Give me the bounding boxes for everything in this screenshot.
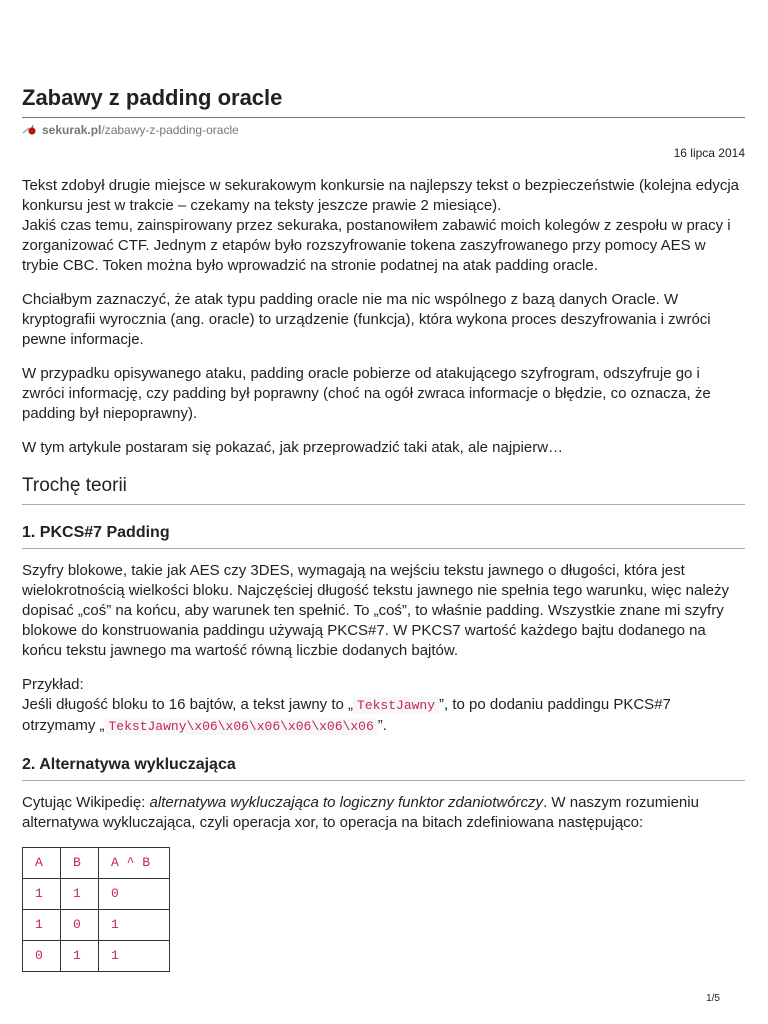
table-cell: 1 <box>23 910 61 941</box>
table-header-cell: B <box>61 848 99 879</box>
table-row <box>23 910 170 941</box>
table-cell: 1 <box>23 879 61 910</box>
table-row <box>23 941 170 972</box>
article-title: Zabawy z padding oracle <box>22 85 283 110</box>
table-cell: 1 <box>99 941 170 972</box>
xor-paragraph: Cytując Wikipedię: alternatywa wykluczająca to logiczny funktor zdaniotwórczy. W naszym rozumieniu alternatywa wykluczająca, czyli operacja xor, to operacja na bitach zdefiniowana następująco: <box>22 794 699 831</box>
table-header-cell: A <box>23 848 61 879</box>
code-padded: TekstJawny\x06\x06\x06\x06\x06\x06 <box>105 718 378 735</box>
table-row <box>23 879 170 910</box>
source-path: /zabawy-z-padding-oracle <box>101 123 239 137</box>
page-number: 1/5 <box>706 993 720 1004</box>
intro-paragraph-4: W tym artykule postaram się pokazać, jak przeprowadzić taki atak, ale najpierw… <box>22 439 564 456</box>
table-cell: 1 <box>61 879 99 910</box>
pkcs7-paragraph: Szyfry blokowe, takie jak AES czy 3DES, wymagają na wejściu tekstu jawnego o długości, która jest wielokrotnością wielkości bloku. Najczęściej długość tekstu jawnego nie spełnia tego warunku, więc należy dopisać „coś” na końcu, aby warunek ten spełnić. To „coś”, to właśnie padding. Wszystkie znane mi szyfry blokowe do konstruowania paddingu używają PKCS#7. W PKCS7 wartość każdego bajtu dodanego na końcu tekstu jawnego ma wartość równą liczbie dodanych bajtów. <box>22 562 730 659</box>
wikipedia-quote: alternatywa wykluczająca to logiczny funktor zdaniotwórczy <box>149 794 544 811</box>
table-cell: 1 <box>61 941 99 972</box>
intro-paragraph-1: Tekst zdobył drugie miejsce w sekurakowym konkursie na najlepszy tekst o bezpieczeństwie (kolejna edycja konkursu jest w trakcie – czekamy na teksty jeszcze prawie 2 miesiące). Jakiś czas temu, zainspirowany przez sekuraka, postanowiłem zabawić moich kolegów z zespołu w pracy i zorganizować CTF. Jednym z etapów było rozszyfrowanie tokena zaszyfrowanego przy pomocy AES w trybie CBC. Token można było wprowadzić na stronie podatnej na atak padding oracle. <box>22 177 739 274</box>
subheading-pkcs7: 1. PKCS#7 Padding <box>22 523 745 549</box>
table-header-row <box>23 848 170 879</box>
subheading-xor: 2. Alternatywa wykluczająca <box>22 755 745 781</box>
publish-date: 16 lipca 2014 <box>673 146 745 160</box>
section-heading-theory: Trochę teorii <box>22 476 745 505</box>
pkcs7-example: Przykład: Jeśli długość bloku to 16 bajtów, a tekst jawny to „ TekstJawny ”, to po dodaniu paddingu PKCS#7 otrzymamy „ TekstJawny\x06\x06\x06\x06\x06\x06 ”. <box>22 676 671 734</box>
source-host: sekurak.pl <box>42 123 102 137</box>
xor-truth-table <box>22 847 170 972</box>
table-cell: 0 <box>23 941 61 972</box>
article-body <box>22 176 745 972</box>
sekurak-favicon-icon <box>22 124 38 136</box>
table-cell: 1 <box>99 910 170 941</box>
code-plaintext: TekstJawny <box>353 697 439 714</box>
intro-paragraph-2: Chciałbym zaznaczyć, że atak typu padding oracle nie ma nic wspólnego z bazą danych Oracle. W kryptografii wyrocznia (ang. oracle) to urządzenie (funkcja), która wykona proces deszyfrowania i zwróci pewne informacje. <box>22 291 711 348</box>
title-divider <box>22 117 745 118</box>
table-header-cell: A ^ B <box>99 848 170 879</box>
source-link[interactable] <box>22 123 239 137</box>
intro-paragraph-3: W przypadku opisywanego ataku, padding oracle pobierze od atakującego szyfrogram, odszyfruje go i zwróci informację, czy padding był poprawny (choć na ogół zwraca informacje o błędzie, co oznacza, że padding był niepoprawny). <box>22 365 711 422</box>
table-cell: 0 <box>61 910 99 941</box>
table-cell: 0 <box>99 879 170 910</box>
